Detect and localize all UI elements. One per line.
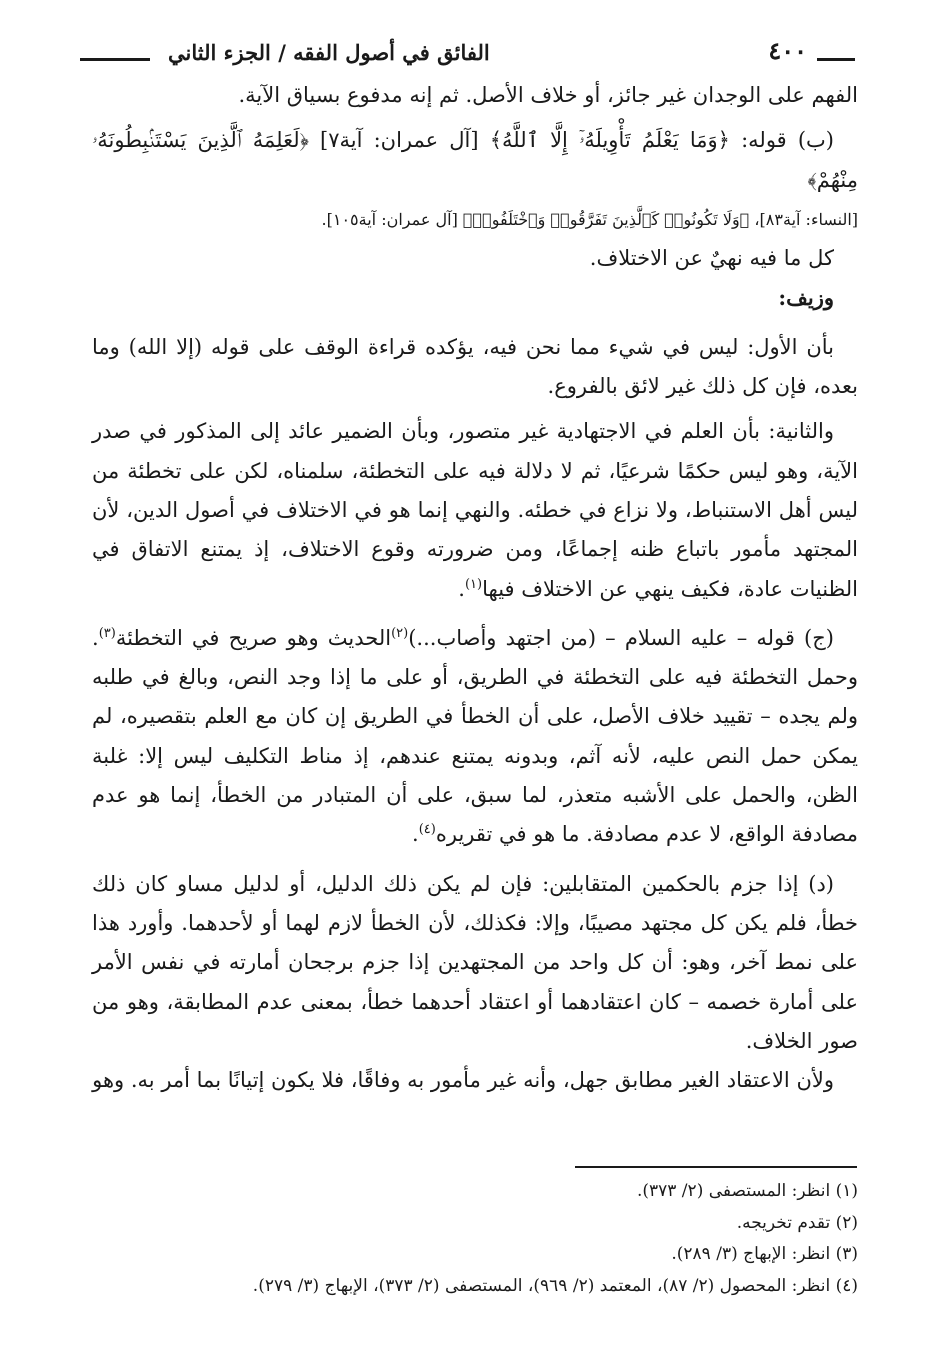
running-header (80, 34, 855, 78)
footnote-2: (٢) تقدم تخريجه. (736, 1212, 858, 1233)
footnote-marker-2: (٢) (391, 625, 409, 641)
paragraph-first-rebuttal: بأن الأول: ليس في شيء مما نحن فيه، يؤكده قراءة الوقف على قوله (إلا الله) وما بعده، فإن كل ذلك غير لائق بالفروع. (92, 334, 858, 399)
footnote-separator (575, 1166, 857, 1168)
paragraph-d: (د) إذا جزم بالحكمين المتقابلين: فإن لم يكن ذلك الدليل، أو لدليل مساو كان ذلك خطأ، فلم يكن كل مجتهد مصيبًا، وإلا: فكذلك، لأن الخطأ لازم لهما أو لأحدهما. وأورد هذا على نمط آخر، وهو: أن كل واحد من المجتهدين إذا جزم برجحان أمارته في نفس الأمر على أمارة خصمه – كان اعتقادهما أو اعتقاد أحدهما خطأ، بمعنى عدم المطابقة، وهو من صور الخلاف. (92, 871, 858, 1053)
paragraph-last: ولأن الاعتقاد الغير مطابق جهل، وأنه غير مأمور به وفاقًا، فلا يكون إتيانًا بما أمر به. وهو (92, 1068, 834, 1093)
footnote-marker-4: (٤) (418, 822, 436, 838)
paragraph-b-quotes-cont: [النساء: آية٨٣]، ﴿وَلَا تَكُونُوا۟ كَٱلَّذِينَ تَفَرَّقُوا۟ وَٱخْتَلَفُوا۟﴾ [آل عمران: آية١٠٥]. (321, 209, 858, 229)
footnote-3: (٣) انظر: الإبهاج (٣/ ٢٨٩). (671, 1244, 858, 1264)
period: . (412, 822, 419, 847)
paragraph-b-quotes: (ب) قوله: ﴿وَمَا يَعْلَمُ تَأْوِيلَهُۥٓ إِلَّا ٱللَّهُ﴾ [آل عمران: آية٧] ﴿لَعَلِمَهُ ٱلَّذِينَ يَسْتَنۢبِطُونَهُۥ مِنْهُمْ﴾ (92, 128, 858, 192)
footnote-marker-3: (٣) (98, 625, 116, 641)
paragraph-rebuttal-heading: وزيف: (778, 285, 834, 311)
header-rule-right (817, 58, 855, 61)
paragraph-c-part1: (ج) قوله – عليه السلام – (من اجتهد وأصاب...) (408, 625, 834, 650)
header-rule-left (80, 58, 150, 61)
footnote-4: (٤) انظر: المحصول (٢/ ٨٧)، المعتمد (٢/ ٩٦٩)، المستصفى (٢/ ٣٧٣)، الإبهاج (٣/ ٢٧٩). (252, 1275, 858, 1296)
paragraph-c (92, 619, 858, 855)
running-title: الفائق في أصول الفقه / الجزء الثاني (168, 40, 490, 65)
page-number: ٤٠٠ (768, 36, 807, 65)
footnote-1: (١) انظر: المستصفى (٢/ ٣٧٣). (636, 1181, 858, 1201)
main-text (92, 76, 858, 1100)
footnotes (92, 1176, 858, 1302)
paragraph-c-part2: الحديث وهو صريح في التخطئة (115, 625, 392, 650)
footnote-marker-1: (١) (464, 576, 483, 592)
paragraph-second-rebuttal (92, 412, 858, 608)
second-rebuttal-text: والثانية: بأن العلم في الاجتهادية غير متصور، وبأن الضمير عائد إلى المذكور في صدر الآية، وهو ليس حكمًا شرعيًا، ثم لا دلالة فيه على التخطئة، سلمناه، لكن على تخطئة من ليس أهل الاستنباط، ولا نزاع في خطئه. والنهي إنما هو في الاختلاف في أصول الدين، لأن المجتهد مأمور باتباع ظنه إجماعًا، ومن ضرورته وقوع الاختلاف، إذ يمتنع الاتفاق في الظنيات عادة، فكيف ينهي عن الاختلاف فيها (92, 419, 858, 601)
paragraph-b-conclusion: كل ما فيه نهيٌ عن الاختلاف. (589, 246, 834, 271)
paragraph-continuation: الفهم على الوجدان غير جائز، أو خلاف الأصل. ثم إنه مدفوع بسياق الآية. (238, 83, 858, 107)
paragraph-c-part3: . وحمل التخطئة فيه على التخطئة في الطريق، أو على ما إذا وجد النص، وبالغ في طلبه ولم يجده – تقييد خلاف الأصل، على أن الخطأ في الطريق إن كان مع العلم بتقصيره، لم يمكن حمل النص عليه، لأنه آثم، وبدونه يمتنع عندهم، إذ مناط التكليف ليس إلا: غلبة الظن، والحمل على الأشبه متعذر، لما سبق، على أن المتبادر من الخطأ، إنما هو عدم مصادفة الواقع، لا عدم مصادفة. ما هو في تقريره (92, 625, 858, 847)
period: . (458, 576, 465, 601)
